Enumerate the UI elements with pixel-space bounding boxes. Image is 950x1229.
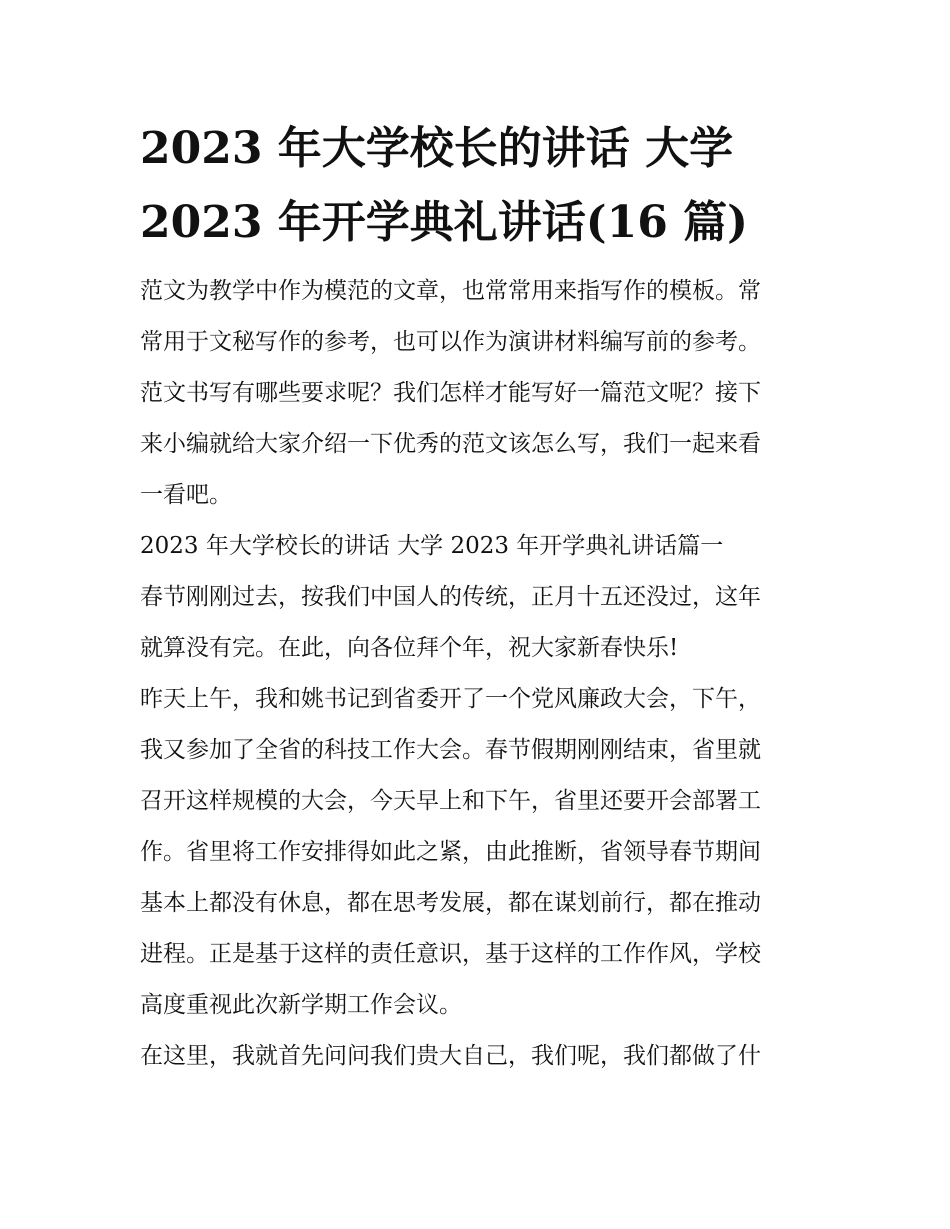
document-title bbox=[140, 112, 812, 260]
section-heading-text: 2023 年大学校长的讲话 大学 2023 年开学典礼讲话篇一 bbox=[140, 533, 724, 559]
text-line: 基本上都没有休息，都在思考发展，都在谋划前行，都在推动 bbox=[140, 890, 761, 916]
intro-paragraph bbox=[140, 266, 812, 521]
text-line: 在这里，我就首先问问我们贵大自己，我们呢，我们都做了什 bbox=[140, 1043, 761, 1069]
text-line: 召开这样规模的大会，今天早上和下午，省里还要开会部署工 bbox=[140, 788, 761, 814]
text-line: 一看吧。 bbox=[140, 482, 232, 508]
text-line: 春节刚刚过去，按我们中国人的传统，正月十五还没过，这年 bbox=[140, 584, 761, 610]
text-line: 范文为教学中作为模范的文章，也常常用来指写作的模板。常 bbox=[140, 278, 761, 304]
text-line: 高度重视此次新学期工作会议。 bbox=[140, 992, 462, 1018]
title-line-1: 2023 年大学校长的讲话 大学 bbox=[140, 123, 734, 174]
text-line: 常用于文秘写作的参考，也可以作为演讲材料编写前的参考。 bbox=[140, 329, 761, 355]
text-line: 昨天上午，我和姚书记到省委开了一个党风廉政大会，下午， bbox=[140, 686, 761, 712]
text-line: 就算没有完。在此，向各位拜个年，祝大家新春快乐! bbox=[140, 635, 679, 661]
section-heading bbox=[140, 521, 812, 572]
text-line: 进程。正是基于这样的责任意识，基于这样的工作作风，学校 bbox=[140, 941, 761, 967]
text-line: 我又参加了全省的科技工作大会。春节假期刚刚结束，省里就 bbox=[140, 737, 761, 763]
text-line: 作。省里将工作安排得如此之紧，由此推断，省领导春节期间 bbox=[140, 839, 761, 865]
body-paragraph-question bbox=[140, 1031, 812, 1082]
text-line: 来小编就给大家介绍一下优秀的范文该怎么写，我们一起来看 bbox=[140, 431, 761, 457]
text-line: 范文书写有哪些要求呢？我们怎样才能写好一篇范文呢？接下 bbox=[140, 380, 761, 406]
title-line-2: 2023 年开学典礼讲话(16 篇) bbox=[140, 197, 748, 248]
document-body bbox=[140, 112, 812, 1082]
body-paragraph-greeting bbox=[140, 572, 812, 674]
body-paragraph-meetings bbox=[140, 674, 812, 1031]
